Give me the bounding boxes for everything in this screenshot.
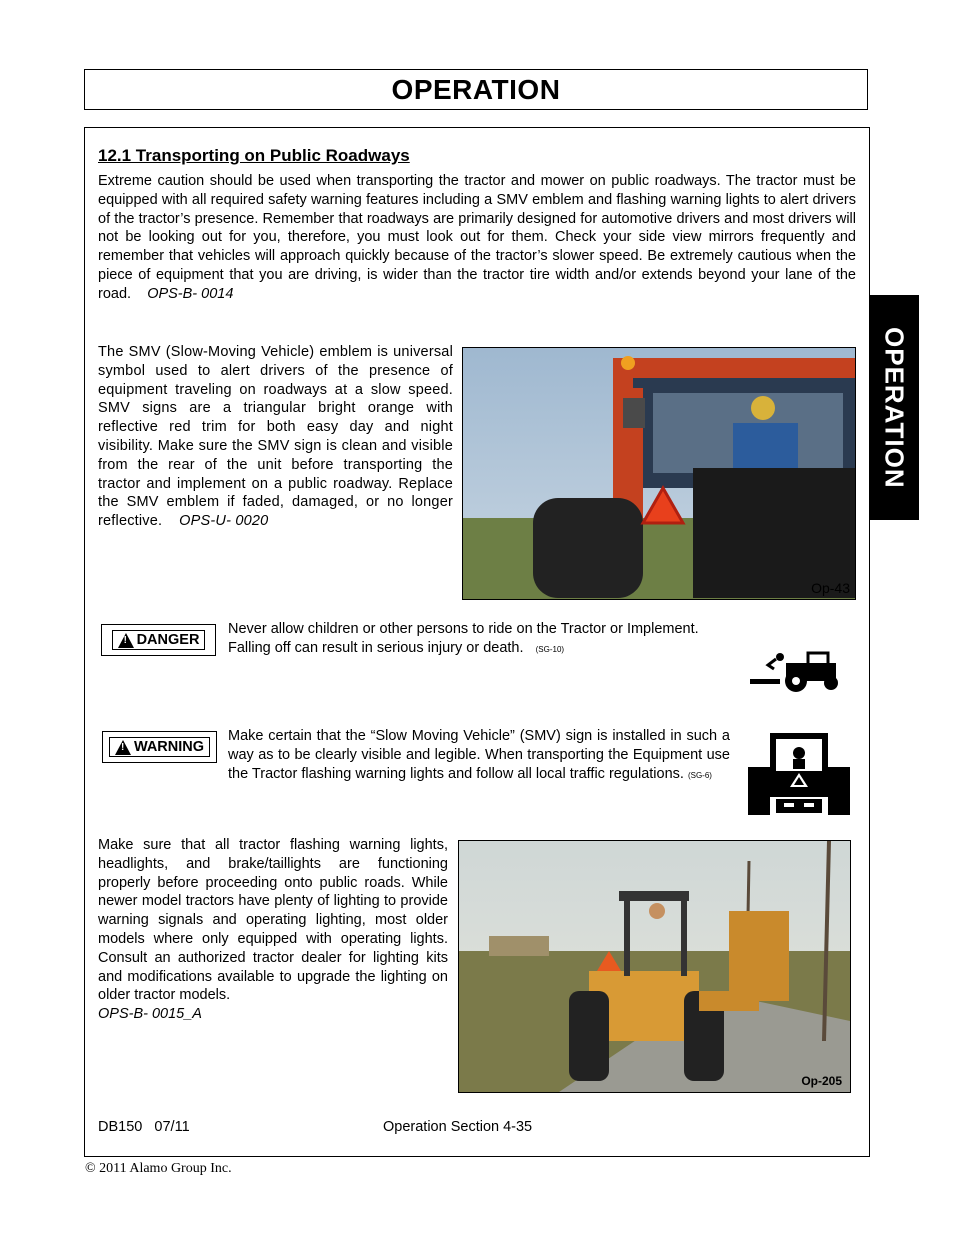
section-title: 12.1 Transporting on Public Roadways [98,146,410,165]
smv-paragraph [98,343,453,531]
footer-model-date: DB150 07/11 [98,1119,190,1135]
danger-ref: (SG-10) [535,644,565,654]
danger-sign-label: DANGER [136,632,200,648]
tractor-rear-illustration [463,348,855,599]
page-header [84,69,868,110]
warning-triangle-icon [118,633,134,648]
footer-section-page: Operation Section 4-35 [383,1119,533,1135]
rider-falling-pictogram [746,645,846,693]
danger-paragraph [228,620,733,660]
warning-sign [102,731,217,763]
lights-text: Make sure that all tractor flashing warning lights, headlights, and brake/taillights are functioning properly before proceeding onto public roads. While newer model tractors have plenty of lighting to provide warning signals and operating lighting, most older models where only equipped with operating lights. Consult an authorized tractor dealer for lighting kits and modifications available to upgrade the lighting on older tractor models. [98,837,448,1004]
lights-ref: OPS-B- 0015_A [98,1006,202,1023]
smv-tractor-pictogram [748,731,850,815]
intro-ref: OPS-B- 0014 [147,285,234,302]
danger-sign [101,624,216,656]
tractor-rear-photo [462,347,856,600]
page-title: OPERATION [391,73,561,105]
footer-copyright: © 2011 Alamo Group Inc. [85,1161,232,1176]
tractor-road-illustration [459,841,850,1092]
side-tab-label: OPERATION [879,326,910,489]
intro-text: Extreme caution should be used when transporting the tractor and mower on public roadways. The tractor must be equipped with all required safety warning features including a SMV emblem and flashing warning lights to alert drivers of the tractor’s presence. Remember that roadways are primarily designed for automotive drivers and most drivers will not be looking out for you, therefore, you must look out for them. Check your side view mirrors frequently and remember that vehicles will approach quickly because of the tractor’s slower speed. Be extremely cautious when the piece of equipment that you are driving, is wider than the tractor tire width and/or extends beyond your lane of the road. [98,173,856,302]
warning-ref: (SG-6) [687,770,712,780]
warning-triangle-icon [115,740,131,755]
side-tab [869,295,919,520]
photo-caption-op43: Op-43 [811,580,850,596]
lights-paragraph [98,836,448,1024]
warning-text: Make certain that the “Slow Moving Vehicle” (SMV) sign is installed in such a way as to be clearly visible and legible. When transporting the Equipment use the Tractor flashing warning lights and follow all local traffic regulations. [228,728,730,782]
smv-sign-tractor-icon [748,731,850,815]
warning-paragraph [228,727,730,785]
intro-paragraph [98,172,856,304]
smv-ref: OPS-U- 0020 [179,513,269,530]
photo-caption-op205: Op-205 [801,1074,842,1088]
danger-text: Never allow children or other persons to ride on the Tractor or Implement. Falling off can result in serious injury or death. [228,621,699,656]
tractor-road-photo [458,840,851,1093]
warning-sign-label: WARNING [133,739,205,755]
no-riders-icon [746,645,846,693]
smv-text: The SMV (Slow-Moving Vehicle) emblem is universal symbol used to alert drivers of the presence of equipment traveling on roadways at a slow speed. SMV signs are a triangular bright orange with reflective red trim for both easy day and night visibility. Make sure the SMV sign is clean and visible from the rear of the unit before transporting the tractor and implement on a public roadway. Replace the SMV emblem if faded, damaged, or no longer reflective. [98,344,453,530]
